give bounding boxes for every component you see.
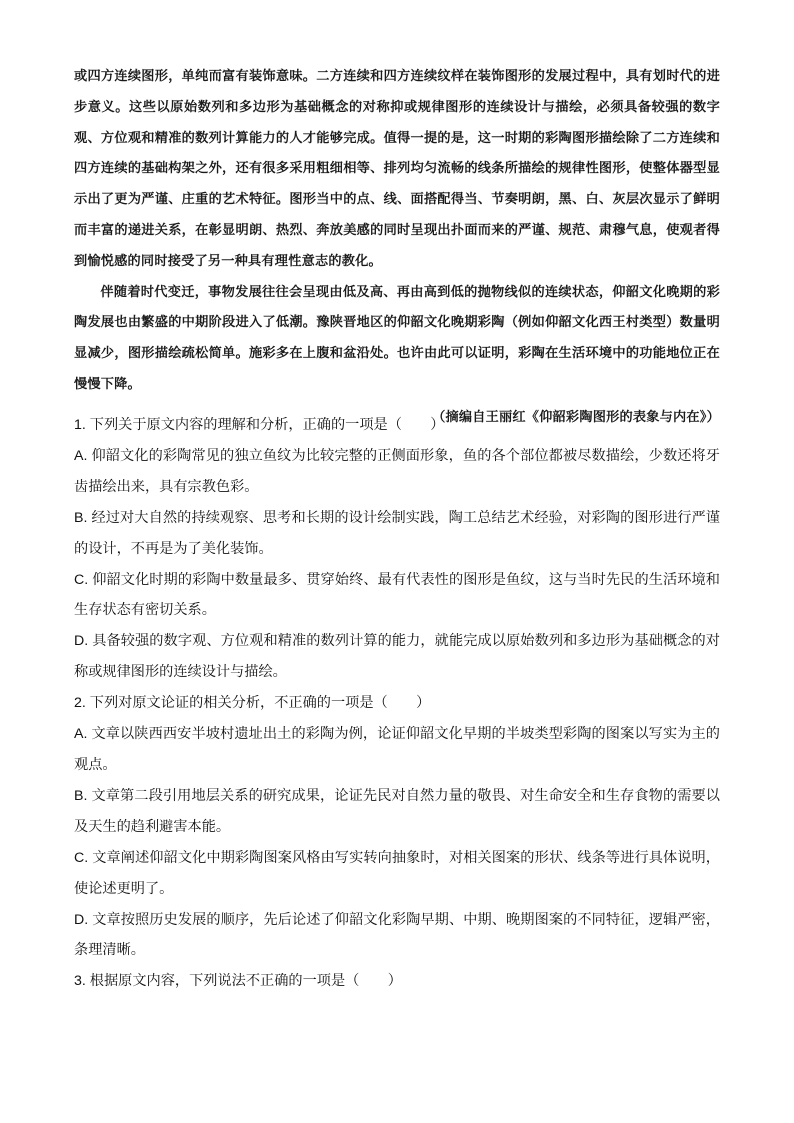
question-1-option-c: C. 仰韶文化时期的彩陶中数量最多、贯穿始终、最有代表性的图形是鱼纹，这与当时先民的生活环境和生存状态有密切关系。 — [74, 571, 720, 619]
passage-source: （摘编自王丽红《仰韶彩陶图形的表象与内在》） — [432, 409, 720, 425]
question-2-stem: 2. 下列对原文论证的相关分析，不正确的一项是（ ） — [74, 695, 431, 712]
passage-paragraph-2: 伴随着时代变迁，事物发展往往会呈现由低及高、再由高到低的抛物线似的连续状态，仰韶文化晚期的彩陶发展也由繁盛的中期阶段进入了低潮。豫陕晋地区的仰韶文化晚期彩陶（例如仰韶文化西王村类型）数量明显减少，图形描绘疏松简单。施彩多在上腹和盆沿处。也许由此可以证明，彩陶在生活环境中的功能地位正在慢慢下降。 — [74, 284, 720, 392]
passage-paragraph-1: 或四方连续图形，单纯而富有装饰意味。二方连续和四方连续纹样在装饰图形的发展过程中，具有划时代的进步意义。这些以原始数列和多边形为基础概念的对称抑或规律图形的连续设计与描绘，必须具备较强的数字观、方位观和精准的数列计算能力的人才能够完成。值得一提的是，这一时期的彩陶图形描绘除了二方连续和四方连续的基础构架之外，还有很多采用粗细相等、排列均匀流畅的线条所描绘的规律性图形，使整体器型显示出了更为严谨、庄重的艺术特征。图形当中的点、线、面搭配得当、节奏明朗，黑、白、灰层次显示了鲜明而丰富的递进关系，在彰显明朗、热烈、奔放美感的同时呈现出扑面而来的严谨、规范、肃穆气息，使观者得到愉悦感的同时接受了另一种具有理性意志的教化。 — [74, 69, 720, 269]
question-1-option-b: B. 经过对大自然的持续观察、思考和长期的设计绘制实践，陶工总结艺术经验，对彩陶的图形进行严谨的设计，不再是为了美化装饰。 — [74, 509, 720, 557]
question-2-option-a: A. 文章以陕西西安半坡村遗址出土的彩陶为例，论证仰韶文化早期的半坡类型彩陶的图案以写实为主的观点。 — [74, 726, 720, 773]
question-2-option-d: D. 文章按照历史发展的顺序，先后论述了仰韶文化彩陶早期、中期、晚期图案的不同特征，逻辑严密，条理清晰。 — [74, 911, 720, 959]
question-1-option-a: A. 仰韶文化的彩陶常见的独立鱼纹为比较完整的正侧面形象，鱼的各个部位都被尽数描绘，少数还将牙齿描绘出来，具有宗教色彩。 — [74, 447, 720, 495]
question-2-option-b: B. 文章第二段引用地层关系的研究成果，论证先民对自然力量的敬畏、对生命安全和生存食物的需要以及天生的趋利避害本能。 — [74, 787, 720, 835]
question-1-stem: 1. 下列关于原文内容的理解和分析，正确的一项是（ ） — [74, 417, 445, 433]
question-1-option-d: D. 具备较强的数字观、方位观和精准的数列计算的能力，就能完成以原始数列和多边形为基础概念的对称或规律图形的连续设计与描绘。 — [74, 633, 720, 681]
reading-passage — [74, 62, 720, 434]
question-2-option-c: C. 文章阐述仰韶文化中期彩陶图案风格由写实转向抽象时，对相关图案的形状、线条等进行具体说明，使论述更明了。 — [74, 849, 720, 897]
question-list — [74, 410, 720, 997]
question-3-stem: 3. 根据原文内容，下列说法不正确的一项是（ ） — [74, 973, 402, 990]
